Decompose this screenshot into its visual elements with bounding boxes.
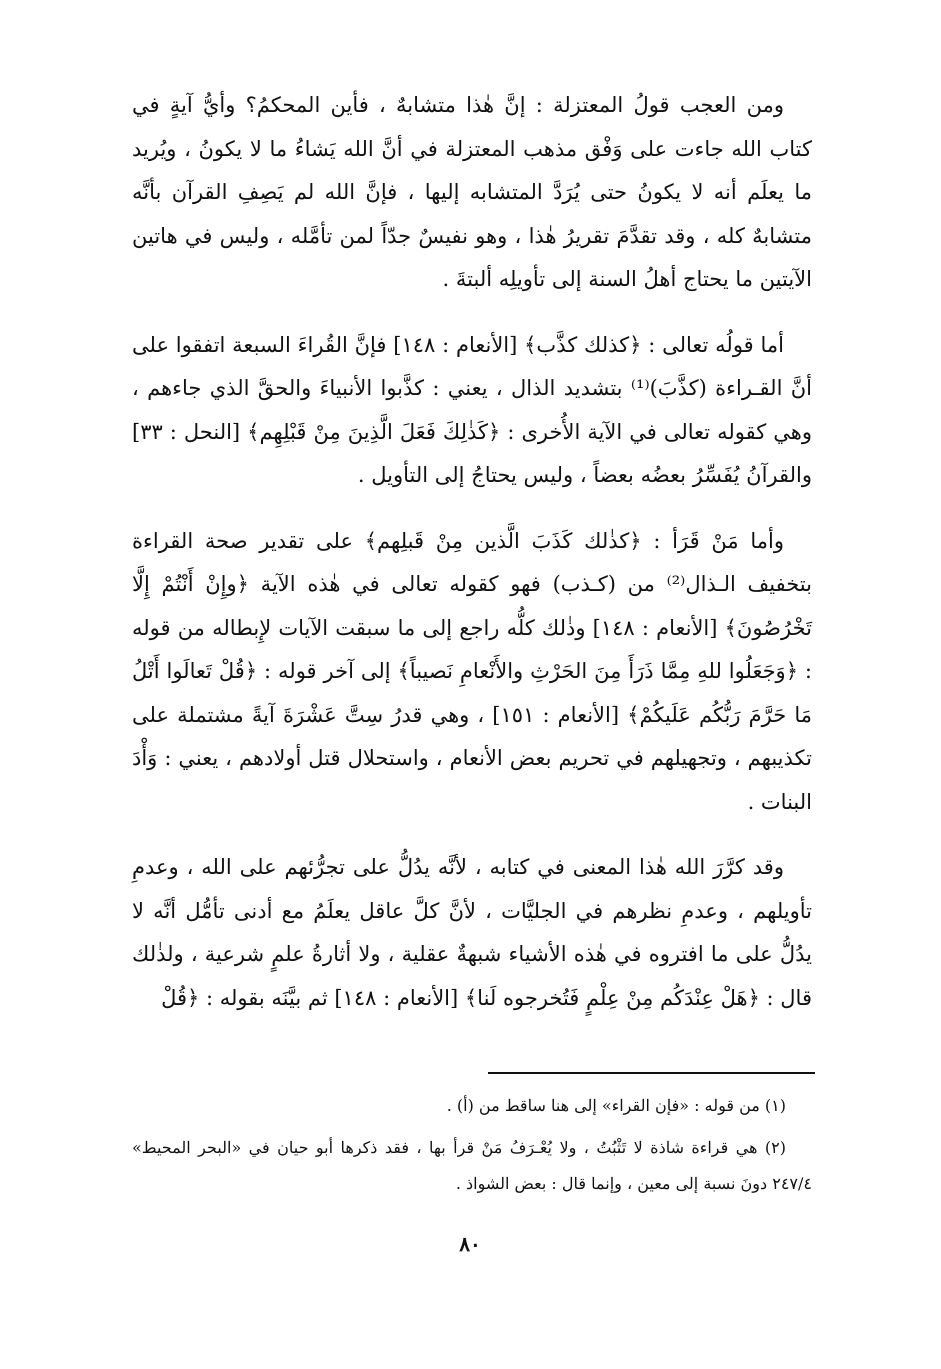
page-number: ٨٠ [459,1232,481,1256]
footnote-divider [488,1072,815,1074]
paragraph-4: وقد كرَّرَ الله هٰذا المعنى في كتابه ، لأنَّه يدُلُّ على تجرُّئهم على الله ، وعدمِ تأويلهم ، وعدمِ نظرهم في الجليَّات ، لأنَّ كلَّ عاقل يعلَمُ مع أدنى تأمُّل أنَّه لا يدُلُّ على ما افتروه في هٰذه الأشياء شبهةٌ عقلية ، ولا أثارةُ علمٍ شرعية ، ولذٰلك قال : ﴿هَلْ عِنْدَكُم مِنْ عِلْمٍ فَتُخرجوه لَنا﴾ [الأنعام : ١٤٨] ثم بيَّنَه بقوله : ﴿قُلْ [132,855,812,1010]
paragraph-2: أما قولُه تعالى : ﴿كذلك كذَّب﴾ [الأنعام : ١٤٨] فإنَّ القُراءَ السبعة اتفقوا على أنَّ القـراءة (كذَّبَ)⁽¹⁾ بتشديد الذال ، يعني : كذَّبوا الأنبياءَ والحقَّ الذي جاءهم ، وهي كقوله تعالى في الآية الأُخرى : ﴿كَذٰلِكَ فَعَلَ الَّذِينَ مِنْ قَبْلِهِم﴾ [النحل : ٣٣] والقرآنُ يُفَسِّرُ بعضُه بعضاً ، وليس يحتاجُ إلى التأويل . [132,332,812,487]
paragraph-1: ومن العجب قولُ المعتزلة : إنَّ هٰذا متشابهٌ ، فأين المحكمُ؟ وأيُّ آيةٍ في كتاب الله جاءت على وَفْق مذهب المعتزلة في أنَّ الله يَشاءُ ما لا يكونُ ، ويُريد ما يعلَم أنه لا يكونُ حتى يُرَدَّ المتشابه إليها ، فإنَّ الله لم يَصِفِ القرآن بأنَّه متشابهٌ كله ، وقد تقدَّمَ تقريرُ هٰذا ، وهو نفيسٌ جدّاً لمن تأمَّله ، وليس في هاتين الآيتين ما يحتاج أهلُ السنة إلى تأويلِه ألبتةَ . [132,93,812,291]
footnote-2: (٢) هي قراءة شاذة لا تَثْبُتُ ، ولا يُعْـرَفُ مَنْ قرأ بها ، فقد ذكرها أبو حيان في «البحر المحيط» ٢٤٧/٤ دونَ نسبة إلى معين ، وإنما قال : بعض الشواذ . [132,1138,812,1193]
paragraph-3: وأما مَنْ قَرَأ : ﴿كذٰلك كَذَبَ الَّذين مِنْ قَبلِهم﴾ على تقدير صحة القراءة بتخفيف الـذال⁽²⁾ من (كـذب) فهو كقوله تعالى في هٰذه الآية ﴿وإِنْ أَنْتُمْ إِلَّا تَخْرُصُونَ﴾ [الأنعام : ١٤٨] وذٰلك كلُّه راجع إلى ما سبقت الآيات لإِبطاله من قوله : ﴿وَجَعَلُوا للهِ مِمَّا ذَرَأَ مِنَ الحَرْثِ والأَنْعامِ نَصيباً﴾ إلى آخر قوله : ﴿قُلْ تَعالَوا أَتْلُ مَا حَرَّمَ رَبُّكُم عَلَيكُمْ﴾ [الأنعام : ١٥١] ، وهي قدرُ سِتَّ عَشْرَةَ آيةً مشتملة على تكذيبهم ، وتجهيلهم في تحريم بعض الأنعام ، واستحلال قتل أولادهم ، يعني : وَأْدَ البنات . [132,528,812,814]
main-text [132,84,812,1042]
footnotes [132,1088,812,1208]
footnote-1: (١) من قوله : «فإن القراء» إلى هنا ساقط من (أ) . [446,1096,786,1115]
